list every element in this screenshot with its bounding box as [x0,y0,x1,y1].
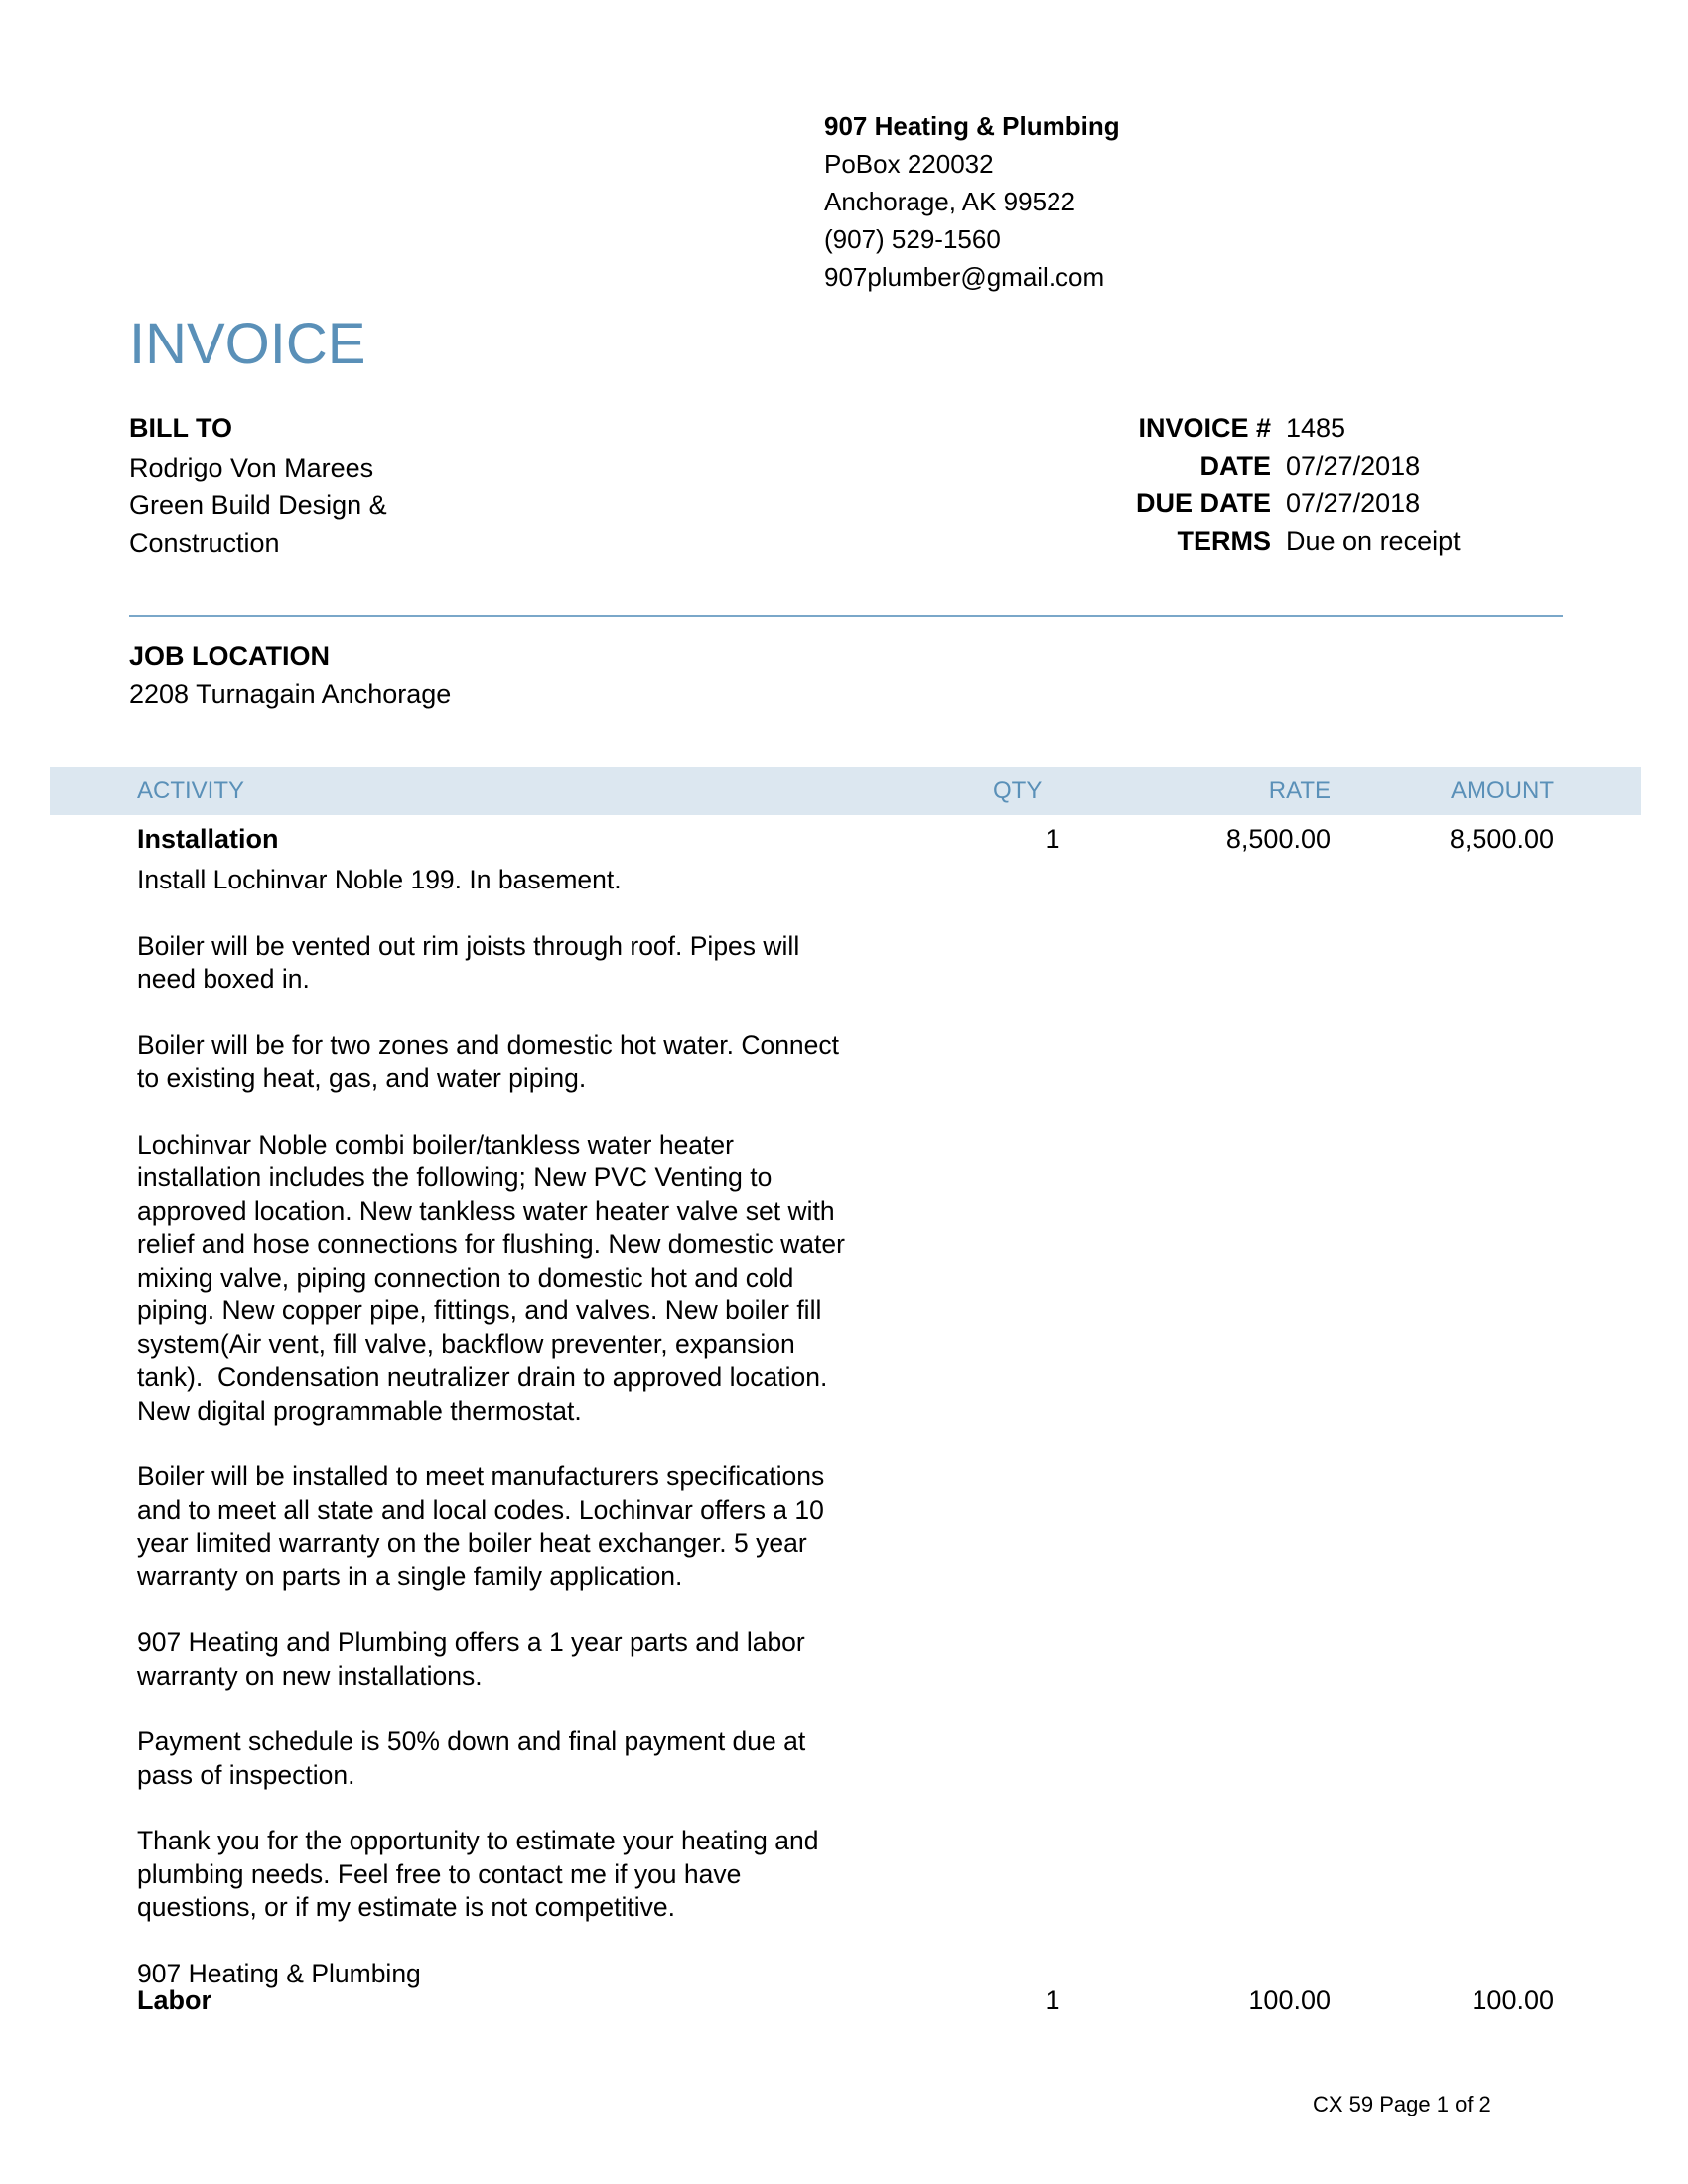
description-paragraph: Payment schedule is 50% down and final payment due at pass of inspection. [137,1726,806,1790]
header-qty: QTY [993,777,1043,804]
table-header [50,767,1641,815]
invoice-meta [1072,409,1461,560]
description-paragraph: Boiler will be for two zones and domestic hot water. Connect to existing heat, gas, and water piping. [137,1029,840,1093]
job-location-label: JOB LOCATION [129,641,330,671]
meta-key: DATE [1199,451,1271,480]
item-qty: 1 [1045,1985,1060,2015]
bill-to-line: Rodrigo Von Marees [129,453,374,482]
description-paragraph: Boiler will be vented out rim joists through roof. Pipes will need boxed in. [137,930,800,994]
meta-key: TERMS [1177,526,1271,556]
meta-key: DUE DATE [1135,488,1271,518]
description-paragraph: 907 Heating & Plumbing [137,1958,421,1988]
job-location-value: 2208 Turnagain Anchorage [129,679,452,709]
meta-value: 1485 [1286,413,1346,443]
item-rate: 8,500.00 [1225,824,1331,854]
item-activity: Labor [137,1985,212,2015]
company-address-line: Anchorage, AK 99522 [824,187,1075,216]
header-rate: RATE [1268,777,1331,804]
item-description [137,864,902,1990]
page-footer: CX 59 Page 1 of 2 [1313,2092,1491,2116]
section-divider [129,615,1563,617]
item-qty: 1 [1045,824,1060,854]
description-paragraph: 907 Heating and Plumbing offers a 1 year parts and labor warranty on new installations. [137,1627,805,1691]
meta-row [1072,484,1461,522]
company-phone: (907) 529-1560 [824,224,1001,254]
description-paragraph: Thank you for the opportunity to estimate your heating and plumbing needs. Feel free to contact me if you have questions, or if my estimate is not competitive. [137,1826,819,1922]
meta-key: INVOICE # [1138,413,1271,443]
meta-value: 07/27/2018 [1286,488,1421,518]
company-block [824,107,1120,296]
bill-to-line: Green Build Design & [129,490,387,520]
meta-value: 07/27/2018 [1286,451,1421,480]
item-amount: 100.00 [1472,1985,1554,2015]
item-amount: 8,500.00 [1449,824,1554,854]
company-email: 907plumber@gmail.com [824,262,1105,292]
item-rate: 100.00 [1248,1985,1331,2015]
bill-to-block [129,409,526,562]
company-name: 907 Heating & Plumbing [824,111,1120,141]
meta-row [1072,522,1461,560]
meta-value: Due on receipt [1286,526,1461,556]
item-activity: Installation [137,824,279,854]
header-amount: AMOUNT [1451,777,1554,804]
company-address-line: PoBox 220032 [824,149,994,179]
header-activity: ACTIVITY [137,777,245,804]
invoice-title: INVOICE [129,312,366,376]
bill-to-label: BILL TO [129,413,233,443]
description-paragraph: Lochinvar Noble combi boiler/tankless water heater installation includes the following; New PVC Venting to approved location. New tankless water heater valve set with relief and hose connections for flushing. New domestic water mixing valve, piping connection to domestic hot and cold piping. New copper pipe, fittings, and valves. New boiler fill system(Air vent, fill valve, backflow preventer, expansion tank). Condensation neutralizer drain to approved location. New digital programmable thermostat. [137,1129,845,1426]
meta-row [1072,409,1461,447]
description-paragraph: Boiler will be installed to meet manufacturers specifications and to meet all state and local codes. Lochinvar offers a 10 year limited warranty on the boiler heat exchanger. 5 year warranty on parts in a single family application. [137,1461,825,1591]
meta-row [1072,447,1461,484]
job-location-block [129,637,451,713]
description-paragraph: Install Lochinvar Noble 199. In basement. [137,865,622,894]
bill-to-line: Construction [129,528,280,558]
